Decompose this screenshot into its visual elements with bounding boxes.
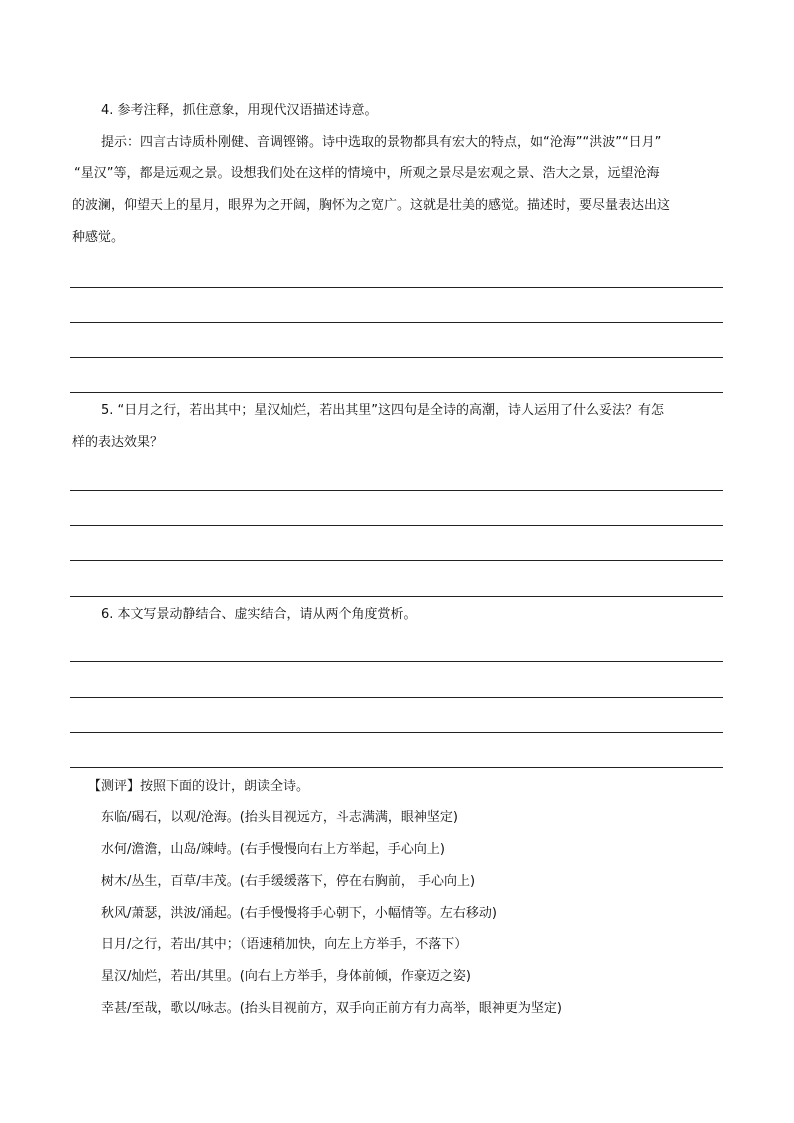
answer-line[interactable] bbox=[70, 596, 723, 597]
review-line: 树木/丛生，百草/丰茂。(右手缓缓落下，停在右胸前， 手心向上) bbox=[101, 874, 476, 889]
q6-question: 6. 本文写景动静结合、虚实结合，请从两个角度赏析。 bbox=[101, 607, 417, 622]
q5-question-line: 5. “日月之行，若出其中；星汉灿烂，若出其里”这四句是全诗的高潮，诗人运用了什么妥法？有怎 bbox=[101, 403, 665, 418]
answer-line[interactable] bbox=[70, 525, 723, 526]
review-line: 幸甚/至哉，歌以/咏志。(抬头目视前方，双手向正前方有力高举，眼神更为坚定) bbox=[101, 1001, 562, 1016]
q4-question: 4. 参考注释，抓住意象，用现代汉语描述诗意。 bbox=[101, 103, 378, 118]
review-line: 星汉/灿烂，若出/其里。(向右上方举手，身体前倾，作豪迈之姿) bbox=[101, 969, 471, 984]
q4-hint-line: 种感觉。 bbox=[72, 230, 125, 245]
review-heading bbox=[88, 777, 309, 797]
review-tag: 【测评】 bbox=[88, 779, 141, 794]
q4-hint-line: 的波澜，仰望天上的星月，眼界为之开阔，胸怀为之宽广。这就是壮美的感觉。描述时，要尽量表达出这 bbox=[72, 198, 671, 213]
answer-line[interactable] bbox=[70, 490, 723, 491]
answer-line[interactable] bbox=[70, 732, 723, 733]
answer-line[interactable] bbox=[70, 697, 723, 698]
review-line: 秋风/萧瑟，洪波/涌起。(右手慢慢将手心朝下，小幅情等。左右移动) bbox=[101, 906, 497, 921]
review-line: 水何/澹澹，山岛/竦峙。(右手慢慢向右上方举起，手心向上) bbox=[101, 842, 445, 857]
review-line: 日月/之行，若出/其中；（语速稍加快，向左上方举手，不落下） bbox=[101, 937, 468, 952]
q4-hint-line: “星汉”等，都是远观之景。设想我们处在这样的情境中，所观之景尽是宏观之景、浩大之景，远望沧海 bbox=[74, 166, 660, 181]
q5-question-line: 样的表达效果？ bbox=[72, 435, 164, 450]
review-intro: 按照下面的设计，朗读全诗。 bbox=[140, 779, 310, 794]
answer-line[interactable] bbox=[70, 560, 723, 561]
answer-line[interactable] bbox=[70, 357, 723, 358]
answer-line[interactable] bbox=[70, 661, 723, 662]
answer-line[interactable] bbox=[70, 767, 723, 768]
q4-hint-line: 提示：四言古诗质朴刚健、音调铿锵。诗中选取的景物都具有宏大的特点，如“沧海”“洪波”“日月” bbox=[101, 135, 662, 150]
answer-line[interactable] bbox=[70, 392, 723, 393]
answer-line[interactable] bbox=[70, 287, 723, 288]
review-line: 东临/碣石，以观/沧海。(抬头目视远方，斗志满满，眼神坚定) bbox=[101, 810, 458, 825]
answer-line[interactable] bbox=[70, 322, 723, 323]
